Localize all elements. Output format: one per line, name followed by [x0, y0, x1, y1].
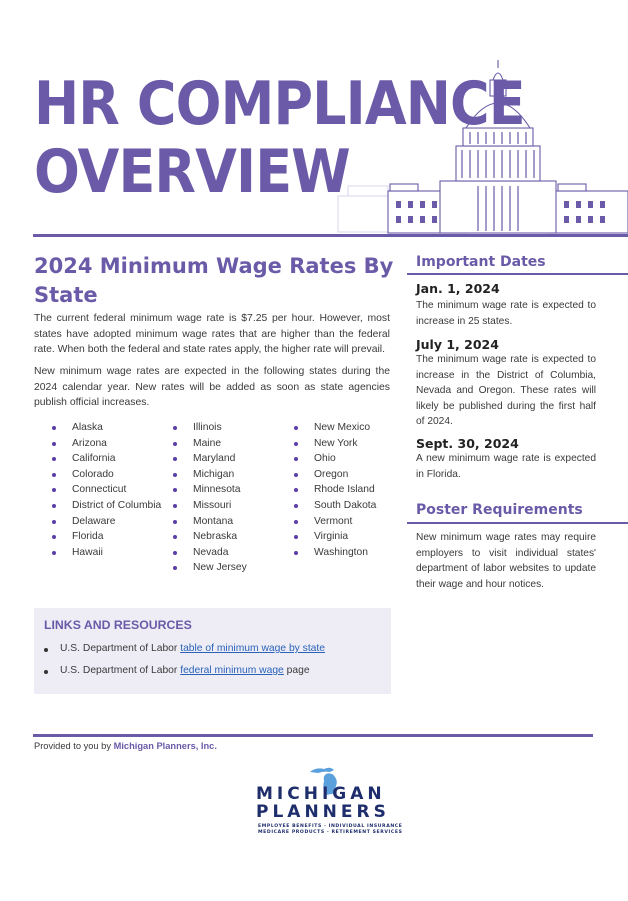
state-list-item: Montana	[173, 514, 283, 530]
state-list-item: Maryland	[173, 451, 283, 467]
state-list-item: District of Columbia	[52, 498, 162, 514]
state-list-item: Michigan	[173, 467, 283, 483]
resource-item-2	[60, 665, 310, 676]
footer-divider	[33, 734, 593, 737]
logo-word-planners: PLANNERS	[256, 802, 390, 822]
state-list-column-3	[294, 420, 404, 560]
federal-min-wage-link[interactable]: federal minimum wage	[180, 665, 284, 676]
state-list-column-2	[173, 420, 283, 576]
title-line-1: HR COMPLIANCE	[34, 69, 525, 139]
state-list-item: Arizona	[52, 436, 162, 452]
state-list-item: Missouri	[173, 498, 283, 514]
poster-requirements-heading: Poster Requirements	[416, 502, 583, 518]
state-list-item: South Dakota	[294, 498, 404, 514]
section-heading: 2024 Minimum Wage Rates By State	[34, 254, 394, 307]
state-list-item: Washington	[294, 545, 404, 561]
min-wage-table-link[interactable]: table of minimum wage by state	[180, 643, 325, 654]
state-list-item: Nevada	[173, 545, 283, 561]
state-list-item: Florida	[52, 529, 162, 545]
title-line-2: OVERVIEW	[34, 137, 350, 207]
state-list-item: New Mexico	[294, 420, 404, 436]
poster-requirements-text: New minimum wage rates may require employers to visit individual states' department of labor websites to update their wage and hour notices.	[416, 532, 596, 590]
links-title: LINKS AND RESOURCES	[44, 618, 192, 632]
page-title	[34, 70, 579, 206]
state-list-item: Alaska	[52, 420, 162, 436]
state-list-item: New York	[294, 436, 404, 452]
date-2-label: July 1, 2024	[416, 337, 499, 352]
logo-tagline-2: MEDICARE PRODUCTS · RETIREMENT SERVICES	[258, 830, 403, 835]
state-list-item: Minnesota	[173, 482, 283, 498]
resource-item-2-prefix: U.S. Department of Labor	[60, 665, 181, 676]
state-list-item: Oregon	[294, 467, 404, 483]
state-list-item: Virginia	[294, 529, 404, 545]
state-list-item: Maine	[173, 436, 283, 452]
state-list-item: Colorado	[52, 467, 162, 483]
state-list-item: Vermont	[294, 514, 404, 530]
resource-item-1-prefix: U.S. Department of Labor	[60, 643, 181, 654]
state-list-item: Connecticut	[52, 482, 162, 498]
state-list-item: New Jersey	[173, 560, 283, 576]
michigan-planners-logo	[256, 766, 403, 838]
links-and-resources-box	[34, 608, 391, 694]
state-list-item: Ohio	[294, 451, 404, 467]
important-dates-heading: Important Dates	[416, 254, 546, 270]
state-list-column-1	[52, 420, 162, 560]
resource-item-2-suffix: page	[283, 665, 310, 676]
date-3-text: A new minimum wage rate is expected in Florida.	[416, 453, 596, 480]
state-list-item: Hawaii	[52, 545, 162, 561]
state-list-item: Rhode Island	[294, 482, 404, 498]
state-list-item: Nebraska	[173, 529, 283, 545]
logo-word-michigan: MICHIGAN	[256, 784, 386, 804]
states-paragraph: New minimum wage rates are expected in the following states during the 2024 calendar year. New rates will be added as soon as state agencies publish official increases.	[34, 366, 390, 409]
state-list-item: California	[52, 451, 162, 467]
date-1-label: Jan. 1, 2024	[416, 281, 500, 296]
date-3-label: Sept. 30, 2024	[416, 436, 519, 451]
intro-paragraph: The current federal minimum wage rate is $7.25 per hour. However, most states have adopted minimum wage rates that are higher than the federal rate. When both the federal and state rates apply, the higher rate will prevail.	[34, 313, 390, 356]
logo-tagline-1: EMPLOYEE BENEFITS · INDIVIDUAL INSURANCE	[258, 824, 403, 829]
poster-requirements-divider	[407, 522, 628, 524]
state-list-item: Delaware	[52, 514, 162, 530]
important-dates-divider	[407, 273, 628, 275]
state-list-item: Illinois	[173, 420, 283, 436]
date-2-text: The minimum wage rate is expected to increase in the District of Columbia, Nevada and Oregon. These rates will likely be published during the first half of 2024.	[416, 354, 596, 428]
header-banner	[0, 0, 628, 240]
header-divider	[33, 234, 628, 237]
provided-prefix: Provided to you by	[34, 741, 114, 751]
date-1-text: The minimum wage rate is expected to increase in 25 states.	[416, 300, 596, 327]
resource-item-1	[60, 643, 325, 654]
provided-by-text	[34, 741, 217, 751]
provided-company: Michigan Planners, Inc.	[113, 741, 217, 751]
